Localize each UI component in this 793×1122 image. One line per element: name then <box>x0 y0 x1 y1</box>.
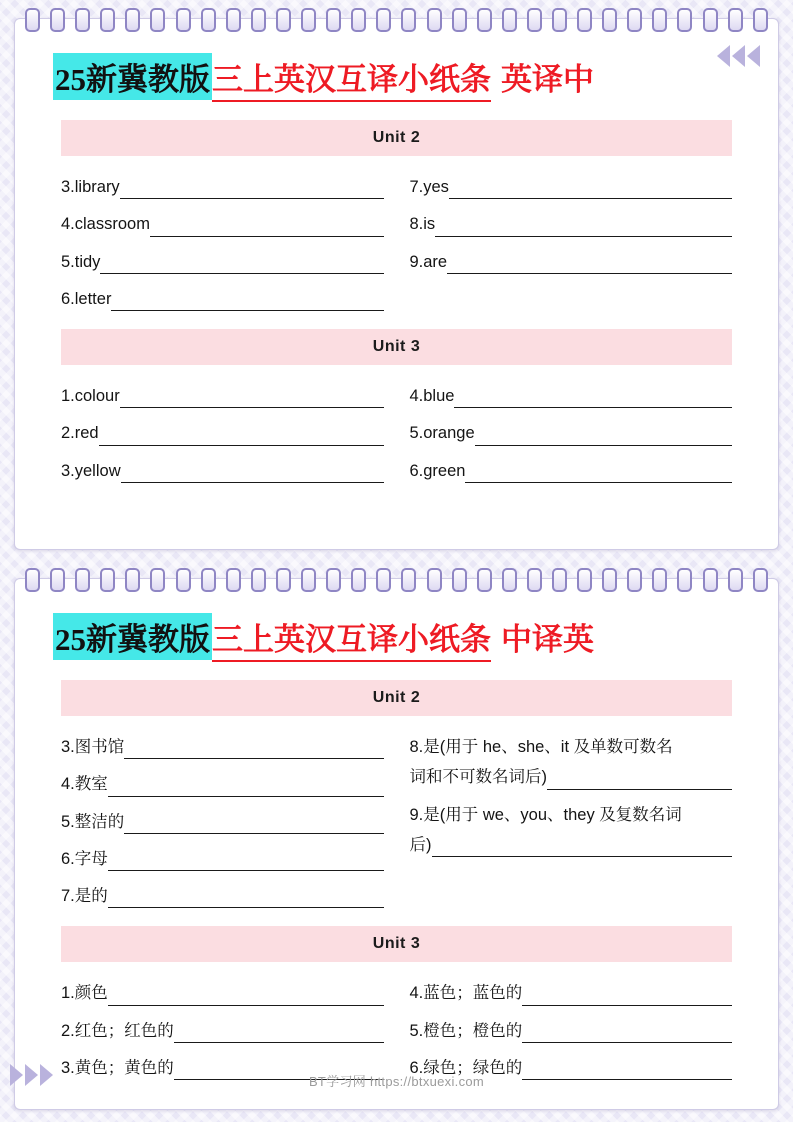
vocab-column-right <box>410 371 733 483</box>
answer-blank[interactable] <box>475 428 732 446</box>
answer-blank[interactable] <box>99 428 384 446</box>
vocab-column-right <box>410 722 733 908</box>
vocab-entry: 6.green <box>410 446 733 483</box>
unit-header: Unit 2 <box>61 680 732 716</box>
vocab-entry: 8.is <box>410 199 733 236</box>
triangle-left-icon <box>717 45 730 67</box>
vocab-entry <box>410 790 733 858</box>
footer-watermark: BT学习网 https://btxuexi.com <box>308 1074 485 1089</box>
page-title-top <box>53 53 778 102</box>
vocab-entry <box>410 722 733 790</box>
vocab-column-right <box>410 162 733 311</box>
unit-header: Unit 2 <box>61 120 732 156</box>
vocab-entry: 4.教室 <box>61 759 384 796</box>
vocab-entry: 7.是的 <box>61 871 384 908</box>
title-main: 三上英汉互译小纸条 <box>212 614 491 662</box>
answer-blank[interactable] <box>108 890 384 908</box>
vocab-column-left <box>61 371 384 483</box>
answer-blank[interactable] <box>120 390 384 408</box>
unit-header: Unit 3 <box>61 926 732 962</box>
vocab-entry: 1.颜色 <box>61 968 384 1005</box>
answer-blank[interactable] <box>522 988 732 1006</box>
vocab-entry-line2: 后) <box>410 834 733 857</box>
vocab-entry: 2.红色；红色的 <box>61 1006 384 1043</box>
answer-blank[interactable] <box>454 390 732 408</box>
vocab-entry: 6.letter <box>61 274 384 311</box>
vocab-entry: 4.blue <box>410 371 733 408</box>
vocab-entry: 5.整洁的 <box>61 797 384 834</box>
answer-blank[interactable] <box>108 779 384 797</box>
vocab-grid <box>61 968 732 1080</box>
vocab-grid <box>61 722 732 908</box>
answer-blank[interactable] <box>449 181 732 199</box>
vocab-entry-line1: 8.是(用于 he、she、it 及单数可数名 <box>409 738 673 756</box>
vocab-entry: 2.red <box>61 408 384 445</box>
vocab-entry: 7.yes <box>410 162 733 199</box>
answer-blank[interactable] <box>522 1025 732 1043</box>
vocab-entry: 6.字母 <box>61 834 384 871</box>
vocab-entry: 9.are <box>410 237 733 274</box>
answer-blank[interactable] <box>111 293 383 311</box>
layout-spacer <box>410 274 733 307</box>
answer-blank[interactable] <box>100 256 383 274</box>
answer-blank[interactable] <box>547 772 732 790</box>
vocab-entry: 5.橙色；橙色的 <box>410 1006 733 1043</box>
triangle-left-icon <box>747 45 760 67</box>
page-title-bottom <box>53 613 778 662</box>
answer-blank[interactable] <box>121 465 384 483</box>
vocab-column-left <box>61 722 384 908</box>
title-edition-highlight: 25新冀教版 <box>53 53 212 100</box>
decorative-left-arrows <box>717 45 760 67</box>
worksheet-sheet-bottom <box>14 578 779 1110</box>
vocab-entry-line2: 词和不可数名词后) <box>410 766 733 789</box>
answer-blank[interactable] <box>432 839 733 857</box>
answer-blank[interactable] <box>174 1025 384 1043</box>
vocab-entry: 6.绿色；绿色的 <box>410 1043 733 1080</box>
answer-blank[interactable] <box>124 816 383 834</box>
worksheet-sheet-top <box>14 18 779 550</box>
answer-blank[interactable] <box>108 853 384 871</box>
answer-blank[interactable] <box>465 465 732 483</box>
title-edition-highlight: 25新冀教版 <box>53 613 212 660</box>
vocab-entry: 3.yellow <box>61 446 384 483</box>
vocab-entry: 4.classroom <box>61 199 384 236</box>
vocab-column-left <box>61 968 384 1080</box>
vocab-grid <box>61 162 732 311</box>
vocab-entry-line1: 9.是(用于 we、you、they 及复数名词 <box>409 805 682 824</box>
vocab-entry: 3.黄色；黄色的 <box>61 1043 384 1080</box>
answer-blank[interactable] <box>150 219 384 237</box>
triangle-left-icon <box>732 45 745 67</box>
answer-blank[interactable] <box>435 219 732 237</box>
unit-header: Unit 3 <box>61 329 732 365</box>
answer-blank[interactable] <box>120 181 384 199</box>
answer-blank[interactable] <box>108 988 384 1006</box>
vocab-entry: 5.orange <box>410 408 733 445</box>
title-direction: 中译英 <box>501 622 594 657</box>
title-direction: 英译中 <box>501 62 594 97</box>
vocab-grid <box>61 371 732 483</box>
answer-blank[interactable] <box>447 256 732 274</box>
vocab-entry: 3.library <box>61 162 384 199</box>
title-main: 三上英汉互译小纸条 <box>212 54 491 102</box>
vocab-entry: 4.蓝色；蓝色的 <box>410 968 733 1005</box>
answer-blank[interactable] <box>124 741 383 759</box>
vocab-entry: 3.图书馆 <box>61 722 384 759</box>
vocab-entry: 1.colour <box>61 371 384 408</box>
vocab-column-right <box>410 968 733 1080</box>
vocab-entry: 5.tidy <box>61 237 384 274</box>
vocab-column-left <box>61 162 384 311</box>
